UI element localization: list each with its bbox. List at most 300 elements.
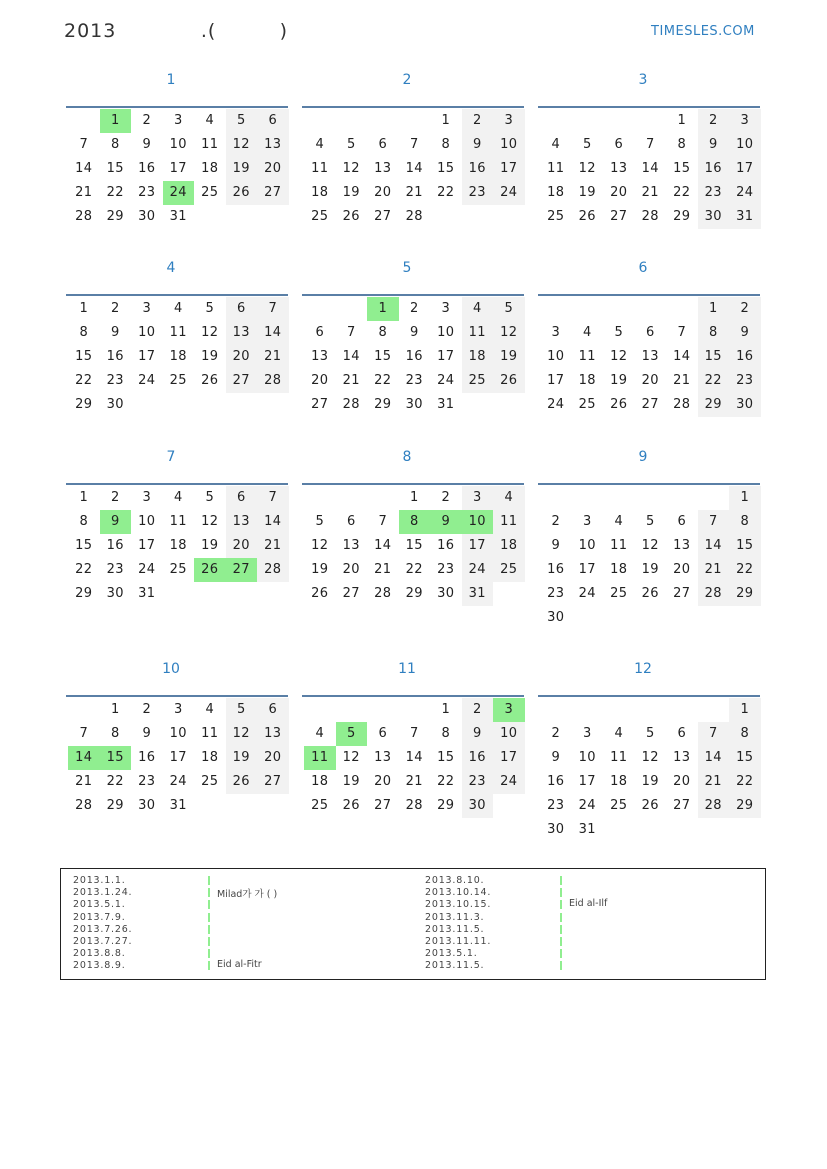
holiday-day-cell: 14 [68,746,100,770]
day-cell: 25 [169,373,187,388]
day-cell: 4 [614,514,624,529]
day-cell: 14 [405,161,423,176]
day-cell: 27 [374,798,392,813]
day-cell: 19 [201,538,219,553]
day-cell: 13 [226,510,258,534]
day-cell: 10 [169,726,187,741]
day-cell: 19 [311,562,329,577]
day-cell: 11 [493,510,525,534]
month-name: 3 [638,72,648,88]
day-cell: 23 [138,774,156,789]
day-cell: 26 [641,798,659,813]
day-cell: 5 [315,514,325,529]
day-cell: 23 [437,562,455,577]
holiday-date: 2013.7.27. [73,935,133,947]
day-cell: 23 [698,181,730,205]
day-cell: 26 [311,586,329,601]
day-cell: 30 [106,586,124,601]
day-cell: 16 [547,774,565,789]
day-cell: 20 [226,534,258,558]
day-cell: 13 [673,538,691,553]
day-cell: 17 [493,157,525,181]
day-cell: 29 [106,209,124,224]
holiday-date: 2013.1.1. [73,875,126,886]
month-name: 5 [402,260,412,276]
day-cell: 28 [405,798,423,813]
day-cell: 24 [578,798,596,813]
day-cell: 7 [698,510,730,534]
day-cell: 5 [226,698,258,722]
day-cell: 14 [698,746,730,770]
day-cell: 4 [315,137,325,152]
day-cell: 29 [729,582,761,606]
day-cell: 22 [437,185,455,200]
day-cell: 12 [610,349,628,364]
month-divider [538,106,760,108]
day-cell: 22 [374,373,392,388]
day-cell: 30 [405,397,423,412]
day-cell: 31 [169,798,187,813]
day-cell: 2 [551,726,561,741]
day-cell: 31 [437,397,455,412]
day-cell: 10 [578,538,596,553]
day-cell: 30 [547,822,565,837]
day-cell: 18 [311,185,329,200]
day-cell: 12 [342,161,360,176]
month-divider [538,695,760,697]
day-cell: 14 [673,349,691,364]
day-cell: 15 [437,161,455,176]
month-name: 11 [398,661,416,677]
day-cell: 29 [75,586,93,601]
day-cell: 16 [138,750,156,765]
day-cell: 11 [169,514,187,529]
day-cell: 20 [226,345,258,369]
month-divider [302,695,524,697]
day-cell: 30 [138,209,156,224]
day-cell: 6 [614,137,624,152]
holiday-marker [560,961,562,970]
day-cell: 25 [462,369,494,393]
day-cell: 13 [257,722,289,746]
month-divider [302,294,524,296]
holiday-day-cell: 3 [493,698,525,722]
day-cell: 2 [462,109,494,133]
day-cell: 2 [698,109,730,133]
day-cell: 18 [169,538,187,553]
holiday-marker [208,913,210,922]
day-cell: 8 [441,137,451,152]
day-cell: 18 [493,534,525,558]
day-cell: 16 [698,157,730,181]
holiday-marker [208,937,210,946]
holiday-date: 2013.10.14. [425,887,492,899]
day-cell: 3 [441,301,451,316]
day-cell: 25 [547,209,565,224]
day-cell: 27 [257,181,289,205]
day-cell: 12 [201,325,219,340]
day-cell: 27 [673,798,691,813]
day-cell: 30 [437,586,455,601]
day-cell: 7 [409,137,419,152]
holiday-day-cell: 9 [100,510,132,534]
day-cell: 18 [547,185,565,200]
day-cell: 15 [374,349,392,364]
day-cell: 10 [578,750,596,765]
holiday-day-cell: 24 [163,181,195,205]
holiday-date: 2013.11.5. [425,923,485,935]
holiday-marker [208,876,210,885]
day-cell: 25 [493,558,525,582]
day-cell: 18 [169,349,187,364]
day-cell: 15 [75,538,93,553]
day-cell: 12 [342,750,360,765]
holiday-marker [560,888,562,897]
day-cell: 5 [205,301,215,316]
holiday-name: Milad가 가 ( ) [217,889,278,901]
day-cell: 19 [578,185,596,200]
month-name: 9 [638,449,648,465]
holiday-marker [560,876,562,885]
day-cell: 16 [138,161,156,176]
day-cell: 25 [169,562,187,577]
day-cell: 10 [493,722,525,746]
day-cell: 8 [729,510,761,534]
day-cell: 25 [201,774,219,789]
day-cell: 12 [578,161,596,176]
day-cell: 25 [610,586,628,601]
day-cell: 9 [462,722,494,746]
day-cell: 24 [493,770,525,794]
holiday-day-cell: 27 [226,558,258,582]
day-cell: 19 [226,157,258,181]
day-cell: 15 [75,349,93,364]
day-cell: 26 [226,181,258,205]
day-cell: 23 [405,373,423,388]
day-cell: 29 [729,794,761,818]
day-cell: 31 [138,586,156,601]
site-logo-text[interactable]: TIMESLES.COM [651,24,755,39]
day-cell: 4 [493,486,525,510]
day-cell: 6 [378,726,388,741]
day-cell: 28 [257,558,289,582]
day-cell: 15 [729,534,761,558]
day-cell: 16 [729,345,761,369]
day-cell: 3 [582,514,592,529]
month-divider [538,483,760,485]
month-name: 7 [166,449,176,465]
day-cell: 16 [405,349,423,364]
holiday-marker [560,949,562,958]
day-cell: 3 [173,702,183,717]
page-title: 2013 .( ) [64,20,289,42]
holiday-day-cell: 26 [194,558,226,582]
day-cell: 10 [729,133,761,157]
day-cell: 12 [226,722,258,746]
day-cell: 17 [169,750,187,765]
day-cell: 22 [106,774,124,789]
holiday-dates-right [425,875,491,973]
day-cell: 7 [698,722,730,746]
day-cell: 5 [493,297,525,321]
day-cell: 6 [645,325,655,340]
day-cell: 21 [257,534,289,558]
day-cell: 11 [201,137,219,152]
holiday-list-box [60,868,766,980]
holiday-marker [560,925,562,934]
holiday-marker [560,913,562,922]
holiday-date: 2013.7.26. [73,923,133,935]
day-cell: 27 [610,209,628,224]
day-cell: 12 [201,514,219,529]
day-cell: 2 [551,514,561,529]
day-cell: 28 [641,209,659,224]
day-cell: 17 [437,349,455,364]
day-cell: 11 [610,538,628,553]
day-cell: 9 [142,726,152,741]
day-cell: 28 [342,397,360,412]
day-cell: 23 [106,562,124,577]
day-cell: 20 [257,157,289,181]
day-cell: 9 [551,750,561,765]
day-cell: 3 [551,325,561,340]
day-cell: 17 [493,746,525,770]
day-cell: 26 [342,209,360,224]
day-cell: 29 [437,798,455,813]
day-cell: 20 [673,562,691,577]
day-cell: 22 [75,373,93,388]
day-cell: 21 [257,345,289,369]
day-cell: 1 [729,698,761,722]
day-cell: 15 [437,750,455,765]
day-cell: 14 [257,510,289,534]
day-cell: 17 [169,161,187,176]
day-cell: 13 [311,349,329,364]
day-cell: 8 [79,514,89,529]
day-cell: 4 [315,726,325,741]
day-cell: 8 [79,325,89,340]
day-cell: 1 [729,486,761,510]
day-cell: 10 [138,514,156,529]
day-cell: 23 [547,586,565,601]
day-cell: 14 [75,161,93,176]
day-cell: 24 [437,373,455,388]
day-cell: 1 [79,490,89,505]
day-cell: 2 [462,698,494,722]
day-cell: 2 [729,297,761,321]
day-cell: 10 [437,325,455,340]
day-cell: 14 [257,321,289,345]
holiday-dates-left [73,875,132,973]
day-cell: 3 [582,726,592,741]
day-cell: 25 [610,798,628,813]
day-cell: 26 [493,369,525,393]
day-cell: 28 [257,369,289,393]
day-cell: 9 [462,133,494,157]
day-cell: 13 [342,538,360,553]
day-cell: 7 [677,325,687,340]
month-divider [538,294,760,296]
day-cell: 19 [493,345,525,369]
day-cell: 27 [226,369,258,393]
holiday-day-cell: 9 [430,510,462,534]
day-cell: 19 [201,349,219,364]
day-cell: 20 [257,746,289,770]
day-cell: 11 [578,349,596,364]
holiday-date: 2013.7.9. [73,911,126,923]
day-cell: 17 [547,373,565,388]
day-cell: 7 [645,137,655,152]
day-cell: 8 [729,722,761,746]
day-cell: 19 [641,774,659,789]
day-cell: 24 [493,181,525,205]
day-cell: 16 [462,746,494,770]
day-cell: 23 [462,181,494,205]
day-cell: 6 [315,325,325,340]
day-cell: 13 [257,133,289,157]
holiday-marker [208,949,210,958]
day-cell: 18 [311,774,329,789]
day-cell: 28 [698,582,730,606]
day-cell: 31 [462,582,494,606]
day-cell: 4 [582,325,592,340]
day-cell: 7 [79,726,89,741]
day-cell: 26 [610,397,628,412]
day-cell: 12 [641,538,659,553]
day-cell: 19 [641,562,659,577]
month-name: 12 [634,661,652,677]
day-cell: 28 [673,397,691,412]
day-cell: 20 [610,185,628,200]
day-cell: 22 [437,774,455,789]
holiday-marker [560,900,562,909]
day-cell: 5 [346,137,356,152]
day-cell: 19 [610,373,628,388]
day-cell: 25 [311,209,329,224]
day-cell: 9 [110,325,120,340]
day-cell: 2 [441,490,451,505]
day-cell: 4 [551,137,561,152]
day-cell: 21 [405,185,423,200]
day-cell: 3 [173,113,183,128]
day-cell: 29 [374,397,392,412]
day-cell: 11 [169,325,187,340]
day-cell: 12 [226,133,258,157]
day-cell: 22 [75,562,93,577]
day-cell: 28 [405,209,423,224]
month-name: 10 [162,661,180,677]
day-cell: 14 [641,161,659,176]
day-cell: 1 [79,301,89,316]
day-cell: 22 [729,558,761,582]
holiday-marker [208,961,210,970]
day-cell: 31 [578,822,596,837]
day-cell: 25 [311,798,329,813]
day-cell: 24 [578,586,596,601]
day-cell: 14 [342,349,360,364]
day-cell: 17 [138,538,156,553]
day-cell: 7 [257,297,289,321]
day-cell: 24 [138,373,156,388]
day-cell: 30 [138,798,156,813]
day-cell: 18 [201,750,219,765]
day-cell: 13 [374,750,392,765]
holiday-date: 2013.8.8. [73,948,126,960]
holiday-day-cell: 1 [100,109,132,133]
day-cell: 8 [441,726,451,741]
day-cell: 20 [374,774,392,789]
day-cell: 22 [405,562,423,577]
day-cell: 8 [378,325,388,340]
day-cell: 27 [311,397,329,412]
day-cell: 1 [409,490,419,505]
day-cell: 11 [547,161,565,176]
day-cell: 15 [405,538,423,553]
day-cell: 24 [729,181,761,205]
day-cell: 8 [110,726,120,741]
day-cell: 29 [106,798,124,813]
holiday-date: 2013.8.10. [425,875,485,886]
day-cell: 25 [201,185,219,200]
day-cell: 26 [201,373,219,388]
day-cell: 7 [79,137,89,152]
day-cell: 5 [614,325,624,340]
day-cell: 14 [374,538,392,553]
day-cell: 23 [138,185,156,200]
holiday-date: 2013.11.11. [425,935,492,947]
day-cell: 10 [547,349,565,364]
day-cell: 6 [257,698,289,722]
day-cell: 26 [641,586,659,601]
day-cell: 26 [578,209,596,224]
day-cell: 21 [342,373,360,388]
month-name: 8 [402,449,412,465]
day-cell: 21 [405,774,423,789]
day-cell: 17 [729,157,761,181]
day-cell: 18 [610,774,628,789]
day-cell: 3 [462,486,494,510]
day-cell: 26 [226,770,258,794]
day-cell: 16 [437,538,455,553]
day-cell: 29 [673,209,691,224]
day-cell: 15 [673,161,691,176]
day-cell: 6 [226,486,258,510]
day-cell: 3 [142,301,152,316]
day-cell: 27 [641,397,659,412]
day-cell: 19 [342,185,360,200]
holiday-date: 2013.1.24. [73,887,133,899]
day-cell: 30 [106,397,124,412]
day-cell: 10 [138,325,156,340]
day-cell: 2 [142,702,152,717]
day-cell: 15 [106,161,124,176]
day-cell: 16 [106,538,124,553]
day-cell: 20 [673,774,691,789]
day-cell: 4 [173,301,183,316]
day-cell: 18 [610,562,628,577]
day-cell: 8 [677,137,687,152]
month-name: 6 [638,260,648,276]
day-cell: 4 [614,726,624,741]
day-cell: 19 [342,774,360,789]
day-cell: 28 [698,794,730,818]
holiday-marker [208,900,210,909]
day-cell: 27 [374,209,392,224]
day-cell: 11 [311,161,329,176]
day-cell: 21 [698,558,730,582]
day-cell: 6 [677,514,687,529]
day-cell: 16 [106,349,124,364]
